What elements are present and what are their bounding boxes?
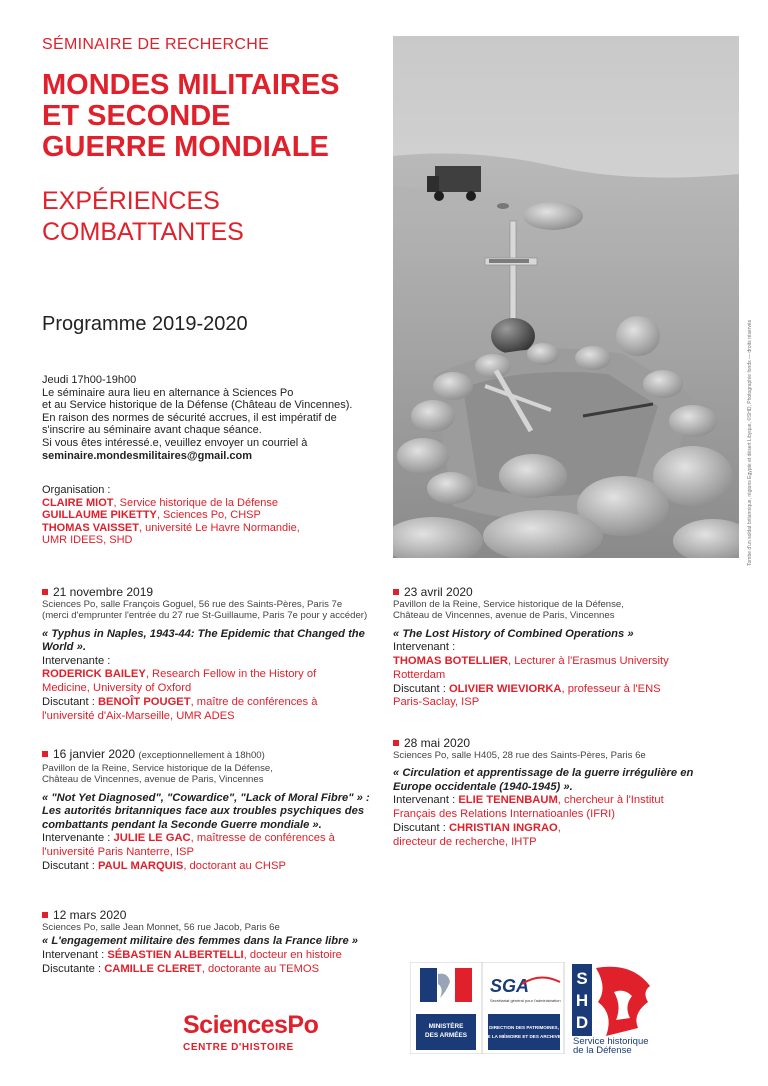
info-line: et au Service historique de la Défense (Château de Vincennes). <box>42 399 353 412</box>
discussant <box>42 963 392 977</box>
speaker-affiliation: l'université Paris Nanterre, ISP <box>42 845 194 858</box>
bullet-icon <box>42 589 48 595</box>
speaker-name: ELIE TENENBAUM <box>458 794 558 807</box>
title-line: ET SECONDE <box>42 100 231 132</box>
speaker-affiliation: , docteur en histoire <box>243 948 342 961</box>
kicker: SÉMINAIRE DE RECHERCHE <box>42 36 270 53</box>
photo-credit-text: Tombe d'un soldat britannique, régions Egypte et désert Libyque, ©SHD, Photographie fonds — droits réservés <box>747 319 753 566</box>
session-title: « Circulation et apprentissage de la guerre irrégulière en Europe occidentale (1940-1945) ». <box>393 767 694 793</box>
discussant-affiliation: directeur de recherche, IHTP <box>393 835 537 848</box>
session-3 <box>42 908 392 976</box>
organiser-name: CLAIRE MIOT <box>42 496 114 509</box>
sciencespo-centre: CENTRE D'HISTOIRE <box>183 1042 294 1053</box>
ministere-text: DES ARMÉES <box>424 1032 468 1039</box>
session-title: « The Lost History of Combined Operations » <box>393 627 634 640</box>
programme-heading: Programme 2019-2020 <box>42 313 248 335</box>
speaker <box>42 668 382 682</box>
dpma-text: DE LA MÉMOIRE ET DES ARCHIVES <box>484 1034 564 1039</box>
speaker-name: THOMAS BOTELLIER <box>393 655 508 668</box>
discussant-affiliation: , doctorant au CHSP <box>183 859 286 872</box>
partner-logos <box>410 962 656 1054</box>
bullet-icon <box>393 740 399 746</box>
discussant <box>393 683 733 697</box>
speaker-affiliation: , maîtresse de conférences à <box>190 832 335 845</box>
session-1 <box>42 585 382 724</box>
practical-info <box>42 374 392 462</box>
session-role: Intervenante : <box>42 654 111 667</box>
speaker-affiliation: Rotterdam <box>393 668 446 681</box>
sga-subtitle: Secrétariat général pour l'administration <box>490 998 561 1003</box>
session-place: Château de Vincennes, avenue de Paris, Vincennes <box>393 610 615 622</box>
organiser-name: GUILLAUME PIKETTY <box>42 509 157 522</box>
discussant-name: OLIVIER WIEVIORKA <box>448 682 562 695</box>
shd-text: de la Défense <box>573 1045 632 1054</box>
discussant-affiliation: , professeur à l'ENS <box>561 682 661 695</box>
shd-letters: S <box>576 969 588 988</box>
sciencespo-logo <box>183 1011 318 1053</box>
session-title: « Typhus in Naples, 1943-44: The Epidemic that Changed the World ». <box>42 627 365 654</box>
svg-text:H: H <box>575 991 589 1010</box>
desert-grave-photo <box>393 36 739 558</box>
session-role: Discutant : <box>42 859 98 872</box>
session-role: Intervenant : <box>393 641 456 654</box>
speaker <box>42 949 392 963</box>
session-note: (merci d'emprunter l'entrée du 27 rue St-Guillaume, Paris 7e pour y accéder) <box>42 610 368 622</box>
speaker-affiliation: Français des Relations Internatioanles (IFRI) <box>393 808 615 821</box>
photo-credit <box>741 319 763 570</box>
discussant-name: BENOÎT POUGET <box>97 696 191 709</box>
info-line: Le séminaire aura lieu en alternance à Sciences Po <box>42 386 294 399</box>
info-line: Jeudi 17h00-19h00 <box>42 374 137 386</box>
discussant-affiliation: , <box>557 821 561 834</box>
main-title <box>42 70 382 163</box>
session-role: Intervenant : <box>393 794 459 807</box>
title-line: MONDES MILITAIRES <box>42 69 340 101</box>
discussant-affiliation: , maître de conférences à <box>190 696 318 709</box>
discussant <box>42 696 382 710</box>
ministere-text: MINISTÈRE <box>428 1023 464 1030</box>
session-4 <box>393 585 733 710</box>
bullet-icon <box>393 589 399 595</box>
discussant-affiliation: , doctorante au TEMOS <box>201 962 320 975</box>
speaker <box>42 832 372 846</box>
session-date: 21 novembre 2019 <box>42 585 382 599</box>
speaker <box>393 655 733 669</box>
session-place: Sciences Po, salle Jean Monnet, 56 rue Jacob, Paris 6e <box>42 922 280 933</box>
organiser-name: THOMAS VAISSET <box>42 521 139 534</box>
discussant <box>42 860 372 874</box>
info-line: s'inscrire au séminaire avant chaque séance. <box>42 424 262 437</box>
title-line: GUERRE MONDIALE <box>42 131 329 163</box>
organiser-affiliation-extra: UMR IDEES, SHD <box>42 534 133 547</box>
subtitle-line: COMBATTANTES <box>42 218 244 246</box>
organiser-affiliation: , Service historique de la Défense <box>113 496 278 509</box>
discussant-name: CAMILLE CLERET <box>104 962 202 975</box>
organiser <box>42 522 382 535</box>
organiser <box>42 497 382 510</box>
sciencespo-wordmark: SciencesPo <box>183 1011 319 1039</box>
subtitle <box>42 186 244 248</box>
speaker <box>393 794 723 808</box>
bullet-icon <box>42 751 48 757</box>
organiser-affiliation: , université Le Havre Normandie, <box>138 521 300 534</box>
session-role: Discutant : <box>393 821 449 834</box>
discussant <box>393 822 723 836</box>
session-date: 23 avril 2020 <box>393 585 733 599</box>
organiser-affiliation: , Sciences Po, CHSP <box>156 509 261 522</box>
svg-text:D: D <box>575 1013 589 1032</box>
session-role: Discutant : <box>393 682 449 695</box>
speaker-name: SÉBASTIEN ALBERTELLI <box>107 948 244 961</box>
speaker-name: JULIE LE GAC <box>113 832 191 845</box>
session-time-note: (exceptionnellement à 18h00) <box>138 750 265 761</box>
session-place: Sciences Po, salle H405, 28 rue des Saints-Pères, Paris 6e <box>393 750 646 761</box>
organisation-label: Organisation : <box>42 484 111 496</box>
discussant-name: PAUL MARQUIS <box>97 859 184 872</box>
discussant-name: CHRISTIAN INGRAO <box>448 821 558 834</box>
session-place: Pavillon de la Reine, Service historique de la Défense, <box>42 763 273 774</box>
dpma-text: DIRECTION DES PATRIMOINES, <box>489 1025 559 1030</box>
session-role: Discutant : <box>42 696 98 709</box>
session-5 <box>393 736 723 849</box>
session-role: Discutante : <box>42 962 105 975</box>
discussant-affiliation: l'université d'Aix-Marseille, UMR ADES <box>42 709 235 722</box>
session-place: Château de Vincennes, avenue de Paris, Vincennes <box>42 774 264 786</box>
contact-email[interactable]: seminaire.mondesmilitaires@gmail.com <box>42 449 253 462</box>
session-date: 28 mai 2020 <box>393 736 723 750</box>
speaker-affiliation: , chercheur à l'Institut <box>557 794 664 807</box>
bullet-icon <box>42 912 48 918</box>
sga-wordmark: SGA <box>490 976 530 996</box>
session-place: Sciences Po, salle François Goguel, 56 rue des Saints-Pères, Paris 7e <box>42 599 343 610</box>
speaker-affiliation: , Lecturer à l'Erasmus University <box>507 655 669 668</box>
session-role: Intervenant : <box>42 948 108 961</box>
subtitle-line: EXPÉRIENCES <box>42 187 220 215</box>
session-2 <box>42 747 372 873</box>
speaker-name: RODERICK BAILEY <box>42 668 146 681</box>
session-role: Intervenante : <box>42 832 114 845</box>
organiser <box>42 509 382 522</box>
session-title: « L'engagement militaire des femmes dans la France libre » <box>42 935 359 948</box>
info-line: En raison des normes de sécurité accrues, il est impératif de <box>42 411 337 424</box>
speaker-affiliation: Medicine, University of Oxford <box>42 682 192 695</box>
discussant-affiliation: Paris-Saclay, ISP <box>393 696 480 709</box>
speaker-affiliation: , Research Fellow in the History of <box>145 668 317 681</box>
session-date: 12 mars 2020 <box>42 908 392 922</box>
session-title: « "Not Yet Diagnosed", "Cowardice", "Lack of Moral Fibre" » : Les autorités britanniques face aux troubles psychiques des combattants pendant la Seconde Guerre mondiale ». <box>42 791 370 831</box>
session-place: Pavillon de la Reine, Service historique de la Défense, <box>393 599 624 610</box>
shd-text: Service historique <box>573 1036 649 1047</box>
info-line: Si vous êtes intéressé.e, veuillez envoyer un courriel à <box>42 436 308 449</box>
session-date: 16 janvier 2020 (exceptionnellement à 18h00) <box>42 747 372 763</box>
organisation <box>42 484 382 547</box>
